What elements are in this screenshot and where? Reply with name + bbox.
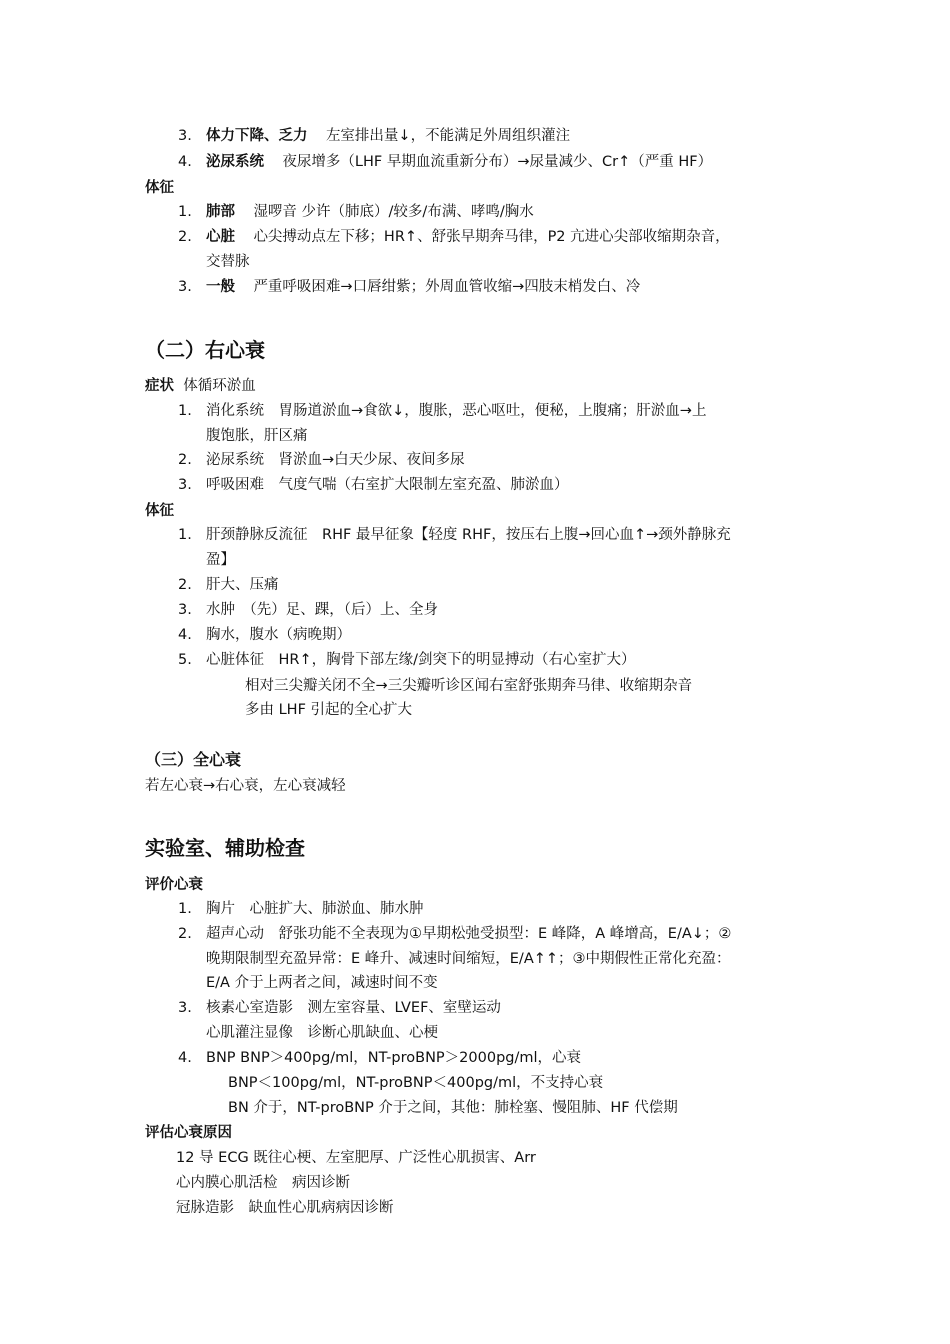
item-text: 严重呼吸困难→口唇绀紫；外周血管收缩→四肢末梢发白、冷: [253, 279, 641, 295]
list-item: 胸片 心脏扩大、肺淤血、肺水肿: [206, 901, 424, 917]
section-heading: 评价心衰: [145, 877, 203, 893]
item-label: 泌尿系统: [206, 154, 264, 170]
list-number: 5.: [178, 652, 192, 668]
list-item-continuation: E/A 介于上两者之间，减速时间不变: [206, 975, 438, 991]
list-item: [206, 202, 534, 222]
item-text: 湿啰音 少许（肺底）/较多/布满、哮鸣/胸水: [253, 204, 534, 220]
list-item-sub-line: BN 介于，NT-proBNP 介于之间，其他：肺栓塞、慢阻肺、HF 代偿期: [228, 1100, 678, 1116]
list-item-sub-line: BNP＜100pg/ml，NT-proBNP＜400pg/ml，不支持心衰: [228, 1075, 604, 1091]
list-number: 3.: [178, 602, 192, 618]
list-number: 2.: [178, 577, 192, 593]
symptoms-text: 体循环淤血: [183, 378, 256, 394]
item-label: 心脏: [206, 229, 235, 245]
list-item: [206, 126, 570, 146]
list-item: 肝颈静脉反流征 RHF 最早征象【轻度 RHF，按压右上腹→回心血↑→颈外静脉充: [206, 527, 731, 543]
list-item: [206, 227, 730, 247]
paragraph: 12 导 ECG 既往心梗、左室肥厚、广泛性心肌损害、Arr: [176, 1150, 536, 1166]
list-item: 超声心动 舒张功能不全表现为①早期松弛受损型：E 峰降，A 峰增高，E/A↓；②: [206, 926, 732, 942]
paragraph: 冠脉造影 缺血性心肌病病因诊断: [176, 1200, 394, 1216]
section-heading: 体征: [145, 180, 174, 196]
paragraph: 心内膜心肌活检 病因诊断: [176, 1175, 350, 1191]
symptoms-label: 症状: [145, 378, 174, 394]
list-item-sub-line: 相对三尖瓣关闭不全→三尖瓣听诊区闻右室舒张期奔马律、收缩期杂音: [245, 678, 693, 694]
item-label: 体力下降、乏力: [206, 128, 308, 144]
list-number: 4.: [178, 154, 192, 170]
list-item-sub-line: 多由 LHF 引起的全心扩大: [245, 702, 413, 718]
list-number: 2.: [178, 452, 192, 468]
item-label: 一般: [206, 279, 235, 295]
symptoms-line: [145, 376, 256, 396]
list-item: 呼吸困难 气度气喘（右室扩大限制左室充盈、肺淤血）: [206, 477, 569, 493]
list-number: 1.: [178, 527, 192, 543]
list-item: BNP BNP＞400pg/ml，NT-proBNP＞2000pg/ml，心衰: [206, 1050, 582, 1066]
list-number: 4.: [178, 627, 192, 643]
item-text: 夜尿增多（LHF 早期血流重新分布）→尿量减少、Cr↑（严重 HF）: [282, 154, 713, 170]
list-number: 1.: [178, 403, 192, 419]
section-title: 实验室、辅助检查: [145, 836, 305, 860]
list-number: 1.: [178, 901, 192, 917]
section-title: （三）全心衰: [145, 750, 242, 769]
list-item-continuation: 晚期限制型充盈异常：E 峰升、减速时间缩短，E/A↑↑；③中期假性正常化充盈：: [206, 951, 731, 967]
list-item: [206, 152, 712, 172]
list-number: 2.: [178, 229, 192, 245]
list-item-continuation: 交替脉: [206, 254, 250, 270]
list-number: 1.: [178, 204, 192, 220]
list-number: 3.: [178, 128, 192, 144]
section-heading: 体征: [145, 503, 174, 519]
list-number: 3.: [178, 477, 192, 493]
list-item: 心脏体征 HR↑，胸骨下部左缘/剑突下的明显搏动（右心室扩大）: [206, 652, 636, 668]
list-item: [206, 277, 640, 297]
section-heading: 评估心衰原因: [145, 1125, 232, 1141]
list-item: 水肿 （先）足、踝，（后）上、全身: [206, 602, 438, 618]
list-item: 肝大、压痛: [206, 577, 279, 593]
list-item: 胸水，腹水（病晚期）: [206, 627, 351, 643]
section-title: （二）右心衰: [145, 338, 265, 362]
list-item: 核素心室造影 测左室容量、LVEF、室壁运动: [206, 1000, 501, 1016]
item-text: 左室排出量↓，不能满足外周组织灌注: [325, 128, 571, 144]
list-number: 2.: [178, 926, 192, 942]
list-number: 4.: [178, 1050, 192, 1066]
list-number: 3.: [178, 1000, 192, 1016]
list-item-continuation: 腹饱胀，肝区痛: [206, 428, 308, 444]
list-item: 消化系统 胃肠道淤血→食欲↓，腹胀，恶心呕吐，便秘，上腹痛；肝淤血→上: [206, 403, 707, 419]
list-item: 泌尿系统 肾淤血→白天少尿、夜间多尿: [206, 452, 465, 468]
list-number: 3.: [178, 279, 192, 295]
item-label: 肺部: [206, 204, 235, 220]
list-item-continuation: 盈】: [206, 552, 235, 568]
paragraph: 若左心衰→右心衰，左心衰减轻: [145, 778, 346, 794]
list-item-continuation: 心肌灌注显像 诊断心肌缺血、心梗: [206, 1025, 438, 1041]
item-text: 心尖搏动点左下移；HR↑、舒张早期奔马律，P2 亢进心尖部收缩期杂音，: [253, 229, 730, 245]
